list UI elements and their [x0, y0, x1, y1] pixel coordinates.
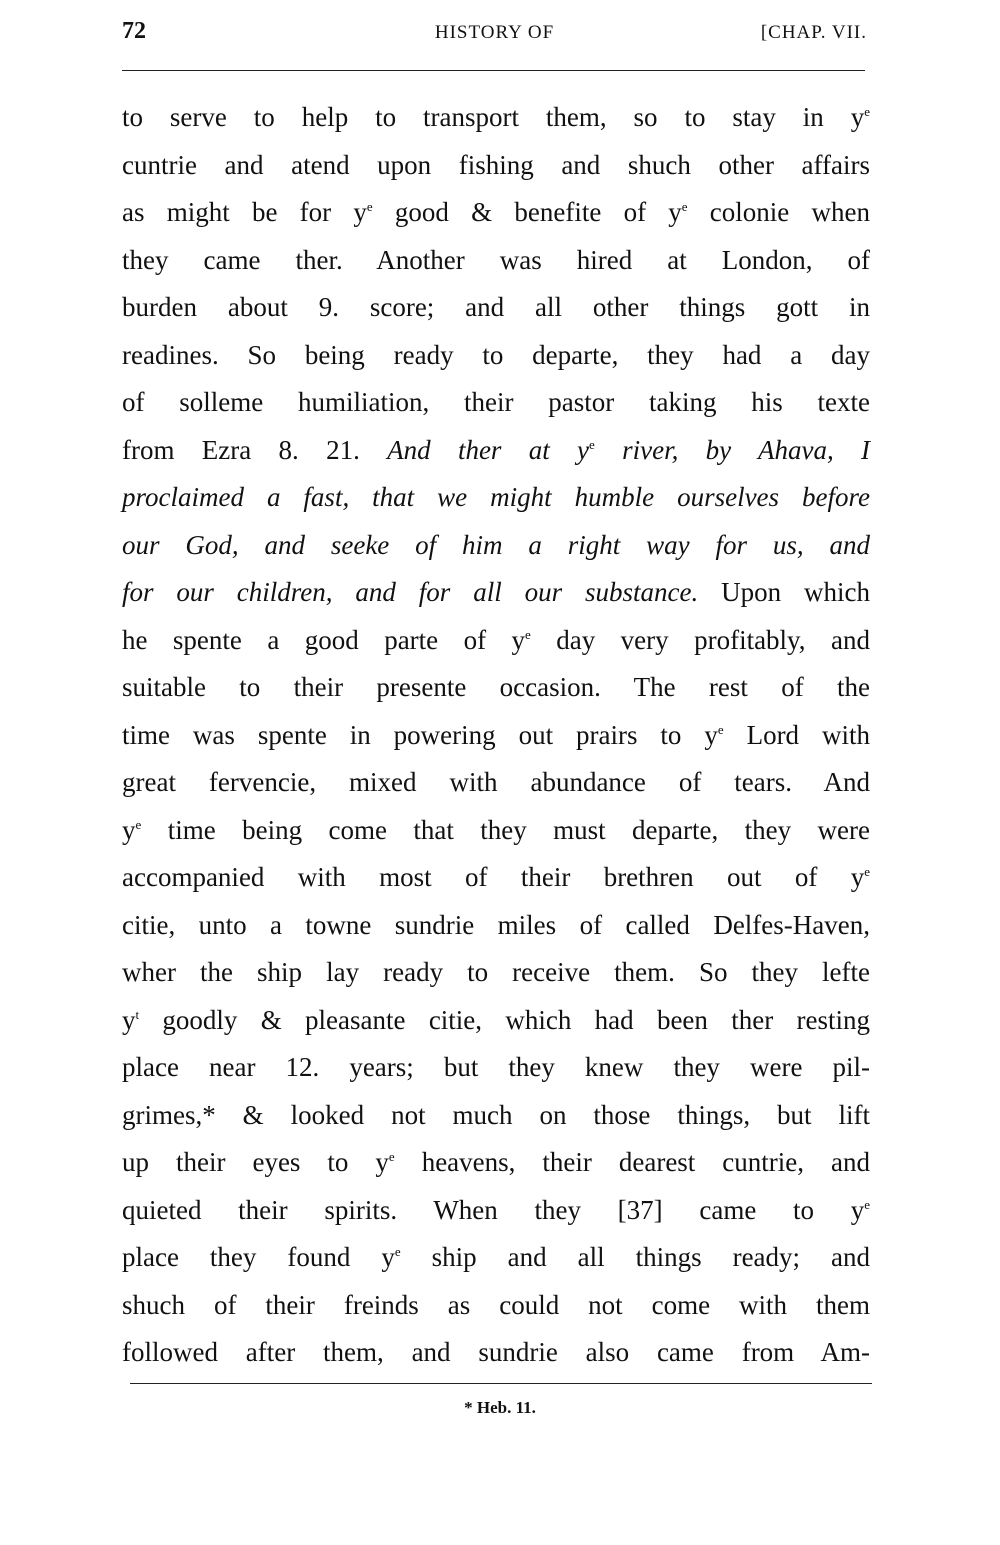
text-run: Lord with [723, 719, 870, 750]
text-line [122, 712, 870, 760]
superscript: e [864, 1196, 870, 1212]
text-line [122, 237, 870, 285]
text-line [122, 284, 870, 332]
text-run: suitable to their presente occasion. The rest of the [122, 672, 870, 702]
text-run: burden about 9. score; and all other things gott in [122, 292, 870, 322]
text-line [122, 427, 870, 475]
text-line [122, 854, 870, 902]
body-text [122, 94, 870, 1377]
footnote-rule [130, 1383, 872, 1384]
text-run: y [122, 814, 136, 845]
footnote: * Heb. 11. [464, 1398, 536, 1417]
text-run: ship and all things ready; and [400, 1242, 871, 1272]
superscript: e [366, 199, 373, 214]
text-line [122, 474, 870, 522]
text-run: grimes,* & looked not much on those things, but lift [122, 1099, 870, 1130]
text-line [122, 1282, 870, 1330]
italic-quote: And ther at y [387, 434, 590, 465]
text-line [122, 569, 870, 617]
header-rule [122, 70, 865, 71]
text-run: readines. So being ready to departe, they had a day [122, 339, 870, 370]
text-run: wher the ship lay ready to receive them. So they lefte [122, 957, 870, 987]
superscript: e [864, 864, 870, 879]
text-run: good & benefite of y [372, 197, 682, 227]
text-line [122, 522, 870, 570]
text-run: citie, unto a towne sundrie miles of called Delfes-Haven, [122, 909, 870, 940]
text-run: shuch of their freinds as could not come with them [122, 1289, 870, 1320]
text-line [122, 1329, 870, 1377]
text-run: y [122, 1004, 136, 1035]
text-line [122, 94, 870, 142]
text-run: he spente a good parte of y [122, 624, 526, 655]
text-line [122, 617, 870, 665]
superscript: e [717, 721, 724, 737]
text-line [122, 142, 870, 190]
superscript: e [135, 816, 142, 832]
text-run: heavens, their dearest cuntrie, and [394, 1147, 870, 1177]
italic-quote: our God, and seeke of him a right way for us, and [122, 529, 870, 560]
text-run: time being come that they must departe, they were [141, 814, 870, 845]
text-line [122, 759, 870, 807]
text-run: up their eyes to y [122, 1147, 389, 1177]
text-run: to serve to help to transport them, so to stay in y [122, 102, 865, 132]
text-line [122, 902, 870, 950]
text-line [122, 1092, 870, 1140]
page-number: 72 [122, 18, 146, 44]
text-run: place they found y [122, 1242, 395, 1272]
text-run: goodly & pleasante citie, which had been ther resting [139, 1004, 870, 1035]
superscript: e [589, 436, 595, 452]
text-run: day very profitably, and [530, 624, 870, 655]
text-run: great fervencie, mixed with abundance of tears. And [122, 767, 870, 797]
text-run: time was spente in powering out prairs to y [122, 719, 718, 750]
text-run: Upon which [698, 577, 870, 607]
text-line [122, 332, 870, 380]
text-run: quieted their spirits. When they [37] came to y [122, 1194, 865, 1225]
text-run: as might be for y [122, 197, 367, 227]
text-run: they came ther. Another was hired at London, of [122, 244, 870, 275]
chapter-label: [CHAP. VII. [760, 22, 867, 43]
text-run: followed after them, and sundrie also came from Am- [122, 1337, 870, 1367]
superscript: e [681, 199, 688, 214]
running-title: HISTORY OF [434, 22, 555, 43]
text-line [122, 807, 870, 855]
italic-quote: proclaimed a fast, that we might humble ourselves before [122, 482, 870, 512]
text-run: cuntrie and atend upon fishing and shuch other affairs [122, 149, 870, 180]
italic-quote: for our children, and for all our substance. [122, 577, 699, 607]
superscript: e [394, 1244, 401, 1259]
text-run: of solleme humiliation, their pastor taking his texte [122, 387, 870, 417]
text-run: place near 12. years; but they knew they were pil- [122, 1052, 870, 1082]
italic-quote: river, by Ahava, I [594, 434, 870, 465]
text-run: accompanied with most of their brethren out of y [122, 862, 865, 892]
superscript: e [864, 104, 870, 119]
superscript: e [525, 626, 531, 642]
text-line [122, 1044, 870, 1092]
text-line [122, 1139, 870, 1187]
text-run: from Ezra 8. 21. [122, 434, 388, 465]
text-line [122, 949, 870, 997]
text-line [122, 1187, 870, 1235]
superscript: e [388, 1149, 395, 1164]
running-header [122, 18, 867, 52]
text-line [122, 1234, 870, 1282]
text-line [122, 997, 870, 1045]
text-run: colonie when [687, 197, 870, 227]
text-line [122, 664, 870, 712]
superscript: t [135, 1006, 140, 1022]
text-line [122, 379, 870, 427]
text-line [122, 189, 870, 237]
